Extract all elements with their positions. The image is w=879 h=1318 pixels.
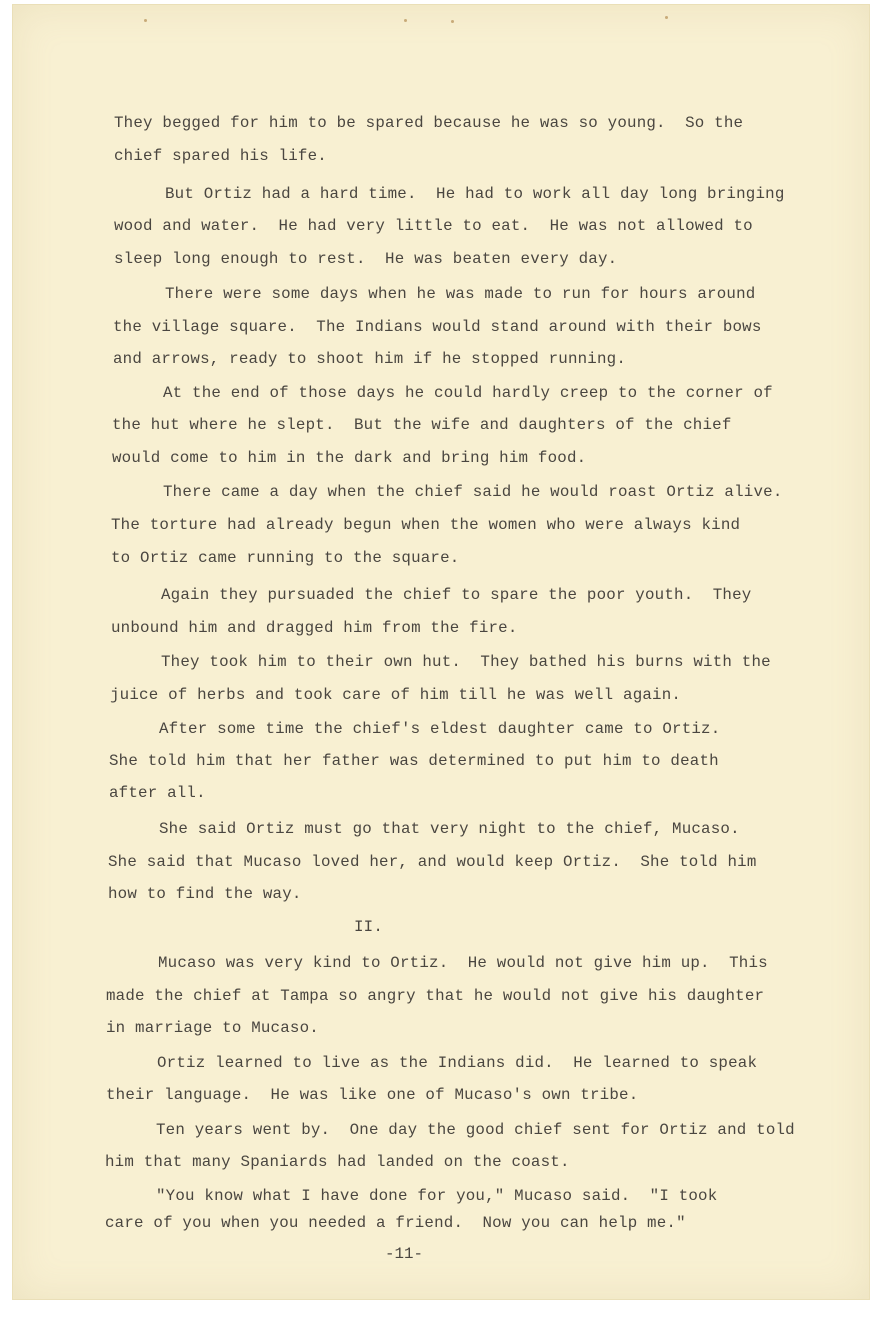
paper-speck <box>451 20 454 23</box>
text-line: made the chief at Tampa so angry that he would not give his daughter <box>106 987 765 1005</box>
text-line: would come to him in the dark and bring him food. <box>112 449 587 467</box>
text-line: The torture had already begun when the women who were always kind <box>111 516 741 534</box>
text-line: sleep long enough to rest. He was beaten every day. <box>114 250 618 268</box>
paper-speck <box>665 16 668 19</box>
text-line: After some time the chief's eldest daughter came to Ortiz. <box>159 720 721 738</box>
text-line: care of you when you needed a friend. Now you can help me." <box>105 1214 686 1232</box>
text-line: Ortiz learned to live as the Indians did. He learned to speak <box>157 1054 758 1072</box>
text-line: unbound him and dragged him from the fire. <box>111 619 518 637</box>
text-line: She said that Mucaso loved her, and would keep Ortiz. She told him <box>108 853 757 871</box>
section-heading: II. <box>354 918 384 936</box>
text-line: She said Ortiz must go that very night to the chief, Mucaso. <box>159 820 740 838</box>
text-line: wood and water. He had very little to eat. He was not allowed to <box>114 217 753 235</box>
text-line: There came a day when the chief said he would roast Ortiz alive. <box>163 483 783 501</box>
typewritten-page <box>12 4 870 1300</box>
text-line: to Ortiz came running to the square. <box>111 549 460 567</box>
text-line: juice of herbs and took care of him till he was well again. <box>110 686 682 704</box>
text-line: chief spared his life. <box>114 147 327 165</box>
text-line: "You know what I have done for you," Mucaso said. "I took <box>156 1187 718 1205</box>
text-line: They took him to their own hut. They bathed his burns with the <box>161 653 771 671</box>
paper-speck <box>144 19 147 22</box>
page-number: -11- <box>385 1245 423 1263</box>
text-line: They begged for him to be spared because he was so young. So the <box>114 114 744 132</box>
text-line: There were some days when he was made to run for hours around <box>165 285 756 303</box>
text-line: Ten years went by. One day the good chief sent for Ortiz and told <box>156 1121 795 1139</box>
text-line: how to find the way. <box>108 885 302 903</box>
text-line: in marriage to Mucaso. <box>106 1019 319 1037</box>
text-line: But Ortiz had a hard time. He had to work all day long bringing <box>165 185 785 203</box>
text-line: Mucaso was very kind to Ortiz. He would not give him up. This <box>158 954 768 972</box>
text-line: after all. <box>109 784 206 802</box>
text-line: At the end of those days he could hardly creep to the corner of <box>163 384 773 402</box>
text-line: and arrows, ready to shoot him if he stopped running. <box>113 350 627 368</box>
text-line: the hut where he slept. But the wife and daughters of the chief <box>112 416 732 434</box>
text-line: Again they pursuaded the chief to spare the poor youth. They <box>161 586 752 604</box>
paper-speck <box>404 19 407 22</box>
text-line: the village square. The Indians would stand around with their bows <box>113 318 762 336</box>
text-line: their language. He was like one of Mucaso's own tribe. <box>106 1086 639 1104</box>
text-line: She told him that her father was determined to put him to death <box>109 752 719 770</box>
text-line: him that many Spaniards had landed on the coast. <box>105 1153 570 1171</box>
